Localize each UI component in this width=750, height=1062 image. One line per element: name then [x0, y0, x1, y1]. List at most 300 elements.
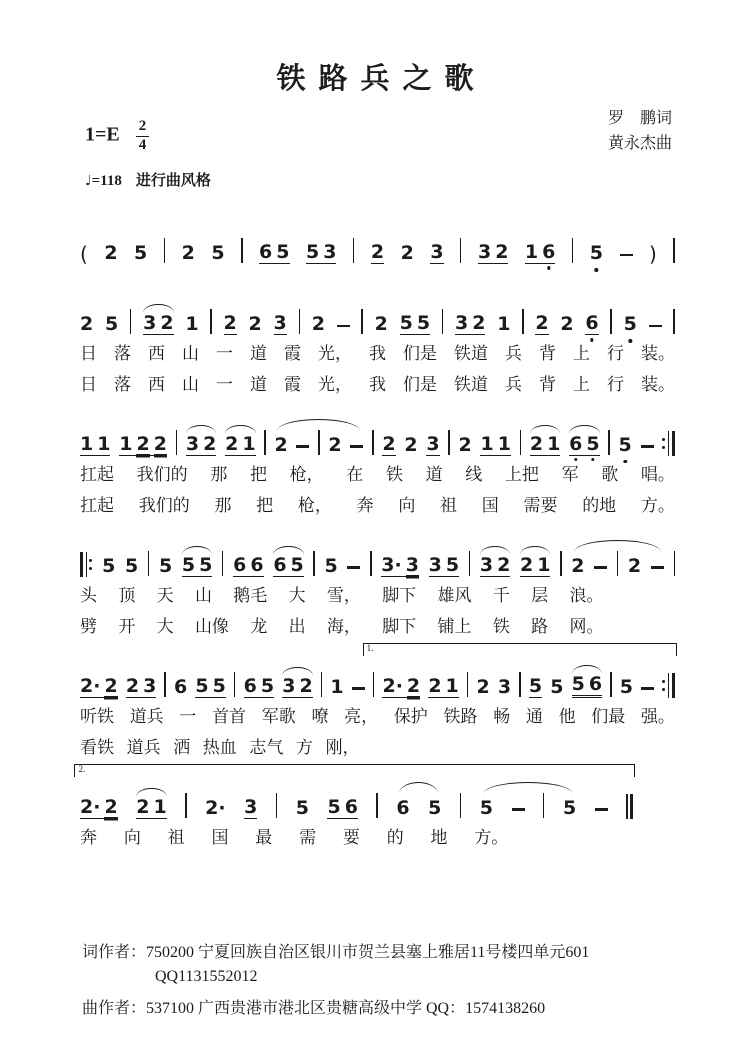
lyric-syllable: 出 [288, 616, 306, 636]
style-marking: 进行曲风格 [135, 173, 211, 189]
lyric-row [80, 737, 360, 760]
note: 2· [205, 796, 226, 819]
lyric-syllable: 落 [114, 344, 131, 363]
note: 6 [273, 553, 287, 576]
lyric-syllable: 我 [369, 344, 386, 363]
tie-arc [483, 782, 573, 794]
note: 3 [428, 553, 442, 576]
lyric-syllable: 国 [211, 827, 229, 847]
barline [608, 430, 609, 455]
note: 5 [618, 433, 632, 456]
lyric-syllable: 道兵 [129, 706, 164, 726]
note-group [571, 672, 603, 698]
lyric-syllable: 我们的 [136, 464, 188, 484]
note: 2 [104, 242, 118, 264]
note-group [225, 432, 256, 456]
note-group [400, 314, 430, 335]
dash-note [620, 254, 633, 256]
barline [519, 672, 520, 697]
note-group [195, 674, 226, 698]
note: 2 [370, 241, 385, 263]
barline [467, 672, 468, 697]
dash-note [595, 808, 608, 810]
note: 2 [472, 312, 486, 334]
lyric-syllable: 行 [607, 344, 624, 363]
barline [185, 793, 186, 818]
note-group [273, 553, 304, 577]
lyric-syllable: 嘹 [311, 706, 329, 726]
note: 2 [458, 433, 472, 456]
volta-label: 2. [78, 763, 86, 774]
note: 3 [405, 553, 419, 576]
lyric-syllable: 唱。 [640, 464, 675, 484]
note: 2 [374, 313, 388, 335]
lyric-syllable: 们是 [403, 344, 437, 363]
note: 2· [80, 674, 101, 697]
key-label: 1=E [85, 123, 120, 146]
lyric-syllable: 浪。 [569, 585, 604, 605]
note: 5 [399, 312, 413, 334]
repeat-start-barline [80, 552, 92, 577]
lyric-syllable: 扛起 [80, 495, 114, 515]
lyric-syllable: 山 [194, 585, 212, 605]
note: 6 [588, 672, 603, 695]
note: 2 [571, 554, 585, 577]
barline [448, 430, 449, 455]
note: 1 [330, 675, 344, 698]
lyric-row [80, 827, 508, 850]
note-group [520, 553, 551, 577]
lyric-syllable: 在 [346, 464, 364, 484]
note: 1 [537, 553, 551, 576]
lyric-syllable: 道 [250, 344, 267, 363]
lyric-syllable: 顶 [118, 585, 136, 605]
meter-denominator: 4 [138, 137, 147, 153]
note: 5 [445, 553, 460, 576]
note: 5 [528, 674, 543, 697]
note: 5 [260, 674, 275, 697]
note: 2 [560, 313, 574, 335]
lyric-syllable: 劈 [80, 616, 97, 636]
barline [164, 238, 165, 263]
barline [460, 793, 461, 818]
note: 6 [569, 432, 583, 455]
note: 2 [104, 795, 118, 818]
notation-line [80, 412, 675, 456]
note: 2 [136, 432, 150, 455]
note: 5 [428, 796, 442, 819]
tie-arc [277, 419, 360, 431]
composer-credit: 黄永杰曲 [607, 134, 672, 152]
barline [572, 238, 573, 263]
barline [376, 793, 377, 818]
lyric-syllable: 层 [531, 585, 549, 605]
note: 2 [223, 312, 237, 334]
dash-note [651, 566, 664, 568]
lyric-syllable: 脚下 [382, 585, 417, 605]
thin-bar [668, 673, 669, 698]
lyric-syllable: 鹅毛 [233, 585, 268, 605]
note: 5 [212, 674, 226, 697]
note: 5 [134, 242, 148, 264]
lyric-syllable: 听铁 [80, 706, 114, 726]
lyric-row [80, 616, 604, 639]
lyricist-qq: QQ1131552012 [155, 967, 258, 985]
barline [610, 309, 611, 334]
note: 5 [327, 795, 341, 818]
lyric-syllable: 志气 [249, 737, 284, 757]
note: 5 [550, 675, 564, 698]
barline [130, 309, 131, 334]
barline [673, 238, 674, 263]
note: 2 [225, 432, 239, 455]
thin-bar [668, 431, 669, 456]
lyric-syllable: 一 [179, 706, 197, 726]
music-system [80, 412, 675, 518]
note-group [478, 243, 508, 264]
lyric-syllable: 铁路 [443, 706, 478, 726]
time-signature [136, 119, 150, 153]
note: 3 [143, 312, 157, 334]
parenthesis: ( [80, 242, 88, 266]
lyric-syllable: 畅 [493, 706, 511, 726]
barline [318, 430, 319, 455]
lyric-syllable: 一 [216, 344, 233, 363]
footer-contact [82, 941, 750, 1020]
dash-note [296, 445, 309, 447]
note-group [80, 674, 118, 698]
barline [176, 430, 177, 455]
lyric-syllable: 光， [318, 374, 352, 394]
music-system [80, 220, 675, 264]
lyric-syllable: 歌 [601, 464, 619, 484]
lyric-syllable: 脚下 [382, 616, 417, 636]
note: 2 [627, 554, 642, 577]
lyric-syllable: 枪， [297, 495, 332, 515]
note: 1 [153, 795, 167, 818]
tempo-value: =118 [91, 173, 122, 189]
lyric-syllable: 首首 [212, 706, 247, 726]
lyric-syllable: 祖 [440, 495, 458, 515]
note: 2 [406, 674, 421, 697]
lyric-syllable: 刚， [325, 737, 360, 757]
lyric-syllable: 霞 [284, 374, 301, 394]
note: 5 [479, 796, 493, 819]
thin-bar [626, 794, 627, 819]
note: 1 [497, 432, 511, 455]
barline [522, 309, 523, 334]
notation-line [78, 763, 633, 819]
note-group [479, 553, 511, 577]
note: 5 [416, 312, 431, 334]
notation-line [80, 220, 675, 264]
lyric-syllable: 保护 [393, 706, 428, 726]
barline [469, 551, 470, 576]
lyric-syllable: 热血 [202, 737, 237, 757]
barline [442, 309, 443, 334]
lyric-syllable: 需要 [523, 495, 558, 515]
repeat-dots [662, 680, 665, 691]
note: 2 [125, 674, 140, 697]
tie-arc [399, 782, 438, 794]
barline [370, 551, 371, 576]
note-group [306, 243, 336, 264]
lyric-syllable: 上把 [504, 464, 539, 484]
lyric-syllable: 龙 [250, 616, 268, 636]
lyric-syllable: 地 [430, 827, 448, 847]
note-group [382, 674, 421, 698]
note: 1 [524, 241, 539, 263]
lyric-row [80, 464, 675, 487]
lyric-syllable: 山 [182, 344, 199, 363]
lyric-syllable: 方。 [474, 827, 509, 847]
note: 2 [181, 242, 195, 264]
dash-note [594, 566, 607, 568]
note: 2 [476, 675, 490, 698]
note: 2 [80, 313, 94, 335]
lyric-syllable: 西 [148, 344, 165, 363]
lyric-syllable: 奔 [356, 495, 374, 515]
note: 2 [104, 674, 118, 697]
lyric-syllable: 日 [80, 344, 97, 363]
barline [520, 430, 521, 455]
lyric-syllable: 那 [210, 464, 228, 484]
lyric-syllable: 海， [326, 616, 361, 636]
barline [276, 793, 277, 818]
note: 5 [586, 432, 600, 455]
lyric-syllable: 上 [573, 374, 590, 394]
lyric-syllable: 军 [561, 464, 579, 484]
note: 3 [479, 553, 494, 576]
dash-note [649, 325, 662, 327]
lyric-syllable: 把 [249, 464, 267, 484]
lyric-syllable: 我们的 [138, 495, 190, 515]
note: 1 [185, 313, 199, 335]
repeat-dots [662, 438, 665, 449]
note: 5 [619, 675, 633, 698]
note: 2 [153, 432, 167, 455]
lyric-syllable: 天 [156, 585, 174, 605]
note: 3 [273, 312, 287, 334]
note-group [525, 243, 555, 264]
note: 2 [400, 242, 414, 264]
lyric-syllable: 我 [369, 374, 386, 394]
note-group [259, 243, 289, 264]
lyric-syllable: 向 [398, 495, 416, 515]
barline [361, 309, 362, 334]
music-system [80, 642, 675, 760]
lyric-syllable: 向 [123, 827, 141, 847]
note: 5 [571, 672, 585, 695]
barline [148, 551, 149, 576]
quarter-note-icon: ♩ [85, 173, 92, 189]
note: 2 [299, 674, 313, 697]
lyric-syllable: 背 [539, 344, 556, 363]
score-header [0, 97, 750, 169]
lyric-syllable: 装。 [641, 374, 675, 394]
lyric-row [80, 343, 675, 366]
note-group [125, 674, 157, 698]
lyric-syllable: 洒 [173, 737, 191, 757]
lyric-syllable: 需 [299, 827, 317, 847]
lyric-syllable: 方。 [640, 495, 675, 515]
thick-bar [672, 673, 675, 698]
credits [608, 107, 672, 157]
note: 2 [248, 313, 262, 335]
note-group [233, 553, 264, 577]
composer-address: 曲作者：537100 广西贵港市港北区贵糖高级中学 QQ：1574138260 [82, 999, 546, 1017]
note-group [428, 674, 459, 698]
thick-bar [630, 794, 633, 819]
lyric-syllable: 兵 [505, 344, 522, 363]
lyric-syllable: 亮， [344, 706, 379, 726]
tempo-marking [85, 169, 750, 190]
lyric-syllable: 通 [525, 706, 543, 726]
lyric-syllable: 落 [114, 374, 131, 394]
note-group [381, 553, 419, 577]
lyric-syllable: 装。 [641, 344, 675, 363]
music-system [80, 533, 675, 639]
dash-note [641, 445, 654, 447]
note: 2 [136, 795, 150, 818]
lyric-syllable: 他 [558, 706, 576, 726]
lyricist-credit: 罗 鹏词 [607, 110, 672, 127]
note-group [80, 432, 111, 456]
barline [674, 551, 675, 576]
meter-numerator: 2 [136, 119, 150, 137]
barline [460, 238, 461, 263]
lyric-syllable: 那 [214, 495, 232, 515]
lyric-syllable: 霞 [284, 344, 301, 363]
note: 6 [243, 674, 257, 697]
note: 5 [195, 674, 209, 697]
note-group [243, 674, 275, 698]
note: 2 [495, 241, 509, 263]
barline [234, 672, 235, 697]
note: 2 [160, 312, 174, 334]
note: 5 [290, 553, 304, 576]
note: 1 [97, 432, 111, 455]
lyric-syllable: 网。 [569, 616, 604, 636]
note: 6 [250, 553, 264, 576]
note: 1 [445, 674, 459, 697]
note: 6 [344, 795, 358, 818]
lyricist-address: 词作者：750200 宁夏回族自治区银川市贺兰县塞上雅居11号楼四单元601 [82, 944, 590, 962]
lyric-syllable: 们是 [403, 374, 437, 394]
note: 6 [174, 675, 188, 698]
lyric-syllable: 奔 [80, 827, 97, 847]
tie-arc [574, 540, 661, 552]
lyric-syllable: 军歌 [261, 706, 296, 726]
note: 1 [242, 432, 256, 455]
barline [299, 309, 300, 334]
note-group [185, 432, 217, 456]
note: 5 [199, 553, 213, 576]
note: 6 [585, 312, 599, 334]
note: 6 [396, 796, 410, 819]
lyric-syllable: 强。 [640, 706, 675, 726]
barline [372, 430, 373, 455]
note: 1 [80, 432, 94, 455]
note: 5 [181, 553, 196, 576]
lyric-row [80, 585, 604, 608]
lyric-syllable: 们最 [591, 706, 626, 726]
lyric-syllable: 国 [481, 495, 499, 515]
lyric-syllable: 枪， [289, 464, 324, 484]
barline [222, 551, 223, 576]
lyric-syllable: 线 [465, 464, 483, 484]
note: 2 [311, 313, 325, 335]
lyric-syllable: 道兵 [126, 737, 161, 757]
lyric-syllable: 山 [182, 374, 199, 394]
barline [353, 238, 354, 263]
note-group [480, 432, 511, 456]
volta-label: 1. [366, 642, 374, 653]
dash-note [352, 687, 365, 689]
lyric-syllable: 西 [148, 374, 165, 394]
note: 5 [125, 554, 139, 577]
lyric-syllable: 大 [156, 616, 174, 636]
lyric-syllable: 铁 [385, 464, 403, 484]
note: 2· [382, 674, 403, 697]
music-system [78, 763, 675, 850]
note: 5 [159, 554, 173, 577]
volta-bracket [363, 643, 677, 656]
repeat-dots [89, 559, 92, 570]
lyric-syllable: 方 [295, 737, 313, 757]
note-group [569, 432, 600, 456]
dash-note [337, 325, 350, 327]
barline [321, 672, 322, 697]
note-group [529, 432, 561, 456]
note: 2· [80, 795, 101, 818]
note: 5 [102, 554, 116, 577]
lyric-syllable: 道 [250, 374, 267, 394]
lyric-syllable: 要 [342, 827, 360, 847]
barline [210, 309, 211, 334]
note: 2 [328, 433, 342, 456]
lyric-syllable: 路 [531, 616, 549, 636]
music-system [80, 291, 675, 397]
barline [543, 793, 544, 818]
note: 5 [295, 796, 309, 819]
final-barline [626, 794, 633, 819]
barline [164, 672, 165, 697]
parenthesis: ) [649, 242, 657, 266]
lyric-syllable: 上 [573, 344, 590, 363]
lyric-syllable: 最 [255, 827, 273, 847]
note: 3 [497, 675, 512, 698]
note: 2 [529, 432, 544, 455]
lyric-syllable: 背 [539, 374, 556, 394]
note: 3 [430, 241, 444, 263]
lyric-syllable: 日 [80, 374, 97, 394]
dash-note [347, 566, 360, 568]
lyric-syllable: 铁道 [454, 374, 488, 394]
note: 2 [535, 312, 549, 334]
lyric-syllable: 的 [386, 827, 404, 847]
note: 3 [143, 674, 157, 697]
dash-note [350, 445, 363, 447]
note: 2 [520, 553, 534, 576]
barline [373, 672, 374, 697]
note: 1 [547, 432, 561, 455]
barline [264, 430, 265, 455]
lyric-syllable: 开 [118, 616, 136, 636]
note: 5 [589, 242, 604, 264]
note: 2 [428, 674, 442, 697]
barline [617, 551, 618, 576]
